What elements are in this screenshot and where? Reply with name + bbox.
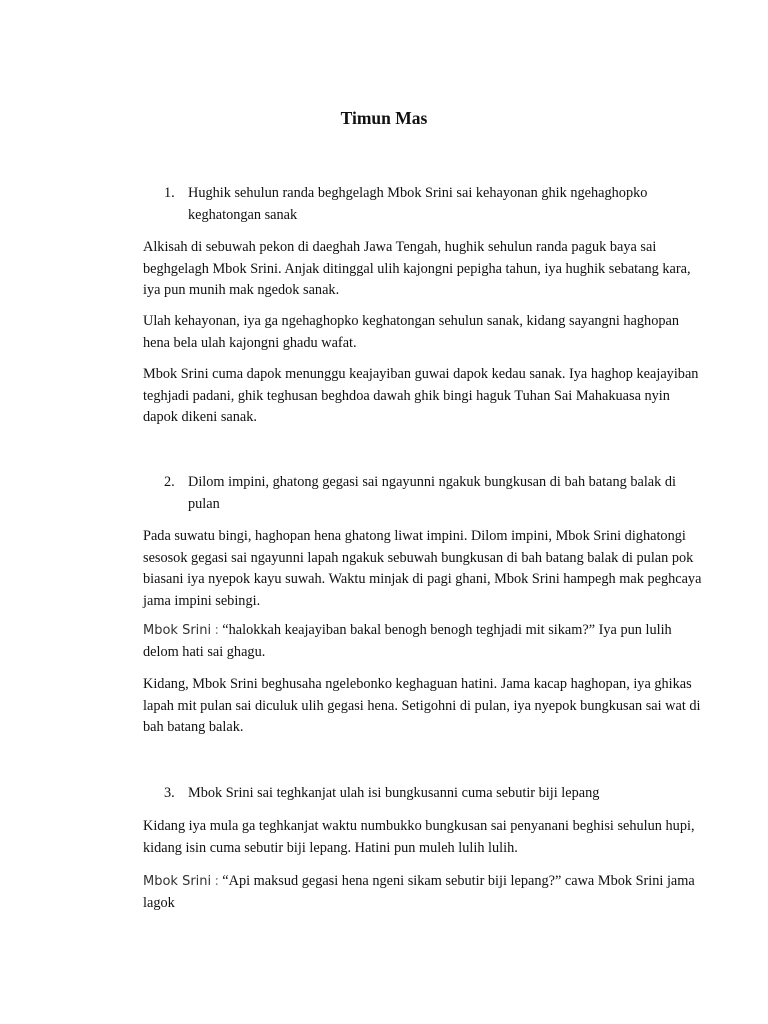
section-heading-text: Dilom impini, ghatong gegasi sai ngayunni ngakuk bungkusan di bah batang balak di pulan bbox=[188, 474, 676, 512]
section-heading bbox=[143, 472, 703, 515]
paragraph bbox=[143, 237, 703, 302]
dialogue-paragraph bbox=[143, 871, 703, 914]
dialogue-text: “Api maksud gegasi hena ngeni sikam sebutir biji lepang?” cawa Mbok Srini jama lagok bbox=[143, 873, 695, 911]
document-title: Timun Mas bbox=[340, 108, 428, 128]
section-heading-text: Mbok Srini sai teghkanjat ulah isi bungkusanni cuma sebutir biji lepang bbox=[188, 785, 600, 801]
section-heading bbox=[143, 183, 703, 226]
paragraph-text: Pada suwatu bingi, haghopan hena ghatong liwat impini. Dilom impini, Mbok Srini dighatongi sesosok gegasi sai ngayunni lapah ngakuk sebuwah bungkusan di bah batang balak di pulan pok biasani iya nyepok kayu suwah. Waktu minjak di pagi ghani, Mbok Srini hampegh mak peghcaya jama impini sebingi. bbox=[143, 528, 702, 609]
section-heading bbox=[143, 783, 703, 805]
paragraph bbox=[143, 526, 703, 612]
paragraph bbox=[143, 816, 703, 859]
section-heading-text: Hughik sehulun randa beghgelagh Mbok Srini sai kehayonan ghik ngehaghopko keghatongan sanak bbox=[188, 185, 648, 223]
speaker-name: Mbok Srini bbox=[143, 623, 212, 638]
section-number: 1. bbox=[164, 185, 175, 201]
section-number: 3. bbox=[164, 785, 175, 801]
section-number: 2. bbox=[164, 474, 175, 490]
paragraph-text: Ulah kehayonan, iya ga ngehaghopko keghatongan sehulun sanak, kidang sayangni haghopan hena bela ulah kajongni ghadu wafat. bbox=[143, 313, 679, 351]
dialogue-paragraph bbox=[143, 620, 703, 663]
paragraph-text: Kidang iya mula ga teghkanjat waktu numbukko bungkusan sai penyanani beghisi sehulun hupi, kidang isin cuma sebutir biji lepang. Hatini pun muleh lulih lulih. bbox=[143, 818, 695, 856]
speaker-separator: : bbox=[211, 622, 223, 638]
paragraph-text: Alkisah di sebuwah pekon di daeghah Jawa Tengah, hughik sehulun randa paguk baya sai beghgelagh Mbok Srini. Anjak ditinggal ulih kajongni pepigha tahun, iya hughik sebatang kara, iya pun munih mak ngedok sanak. bbox=[143, 239, 691, 298]
paragraph bbox=[143, 311, 703, 354]
dialogue-text: “halokkah keajayiban bakal benogh benogh teghjadi mit sikam?” Iya pun lulih delom hati sai ghagu. bbox=[143, 622, 672, 660]
speaker-separator: : bbox=[211, 873, 223, 889]
paragraph bbox=[143, 364, 703, 429]
section-3 bbox=[143, 783, 703, 805]
paragraph bbox=[143, 674, 703, 739]
paragraph-text: Mbok Srini cuma dapok menunggu keajayiban guwai dapok kedau sanak. Iya haghop keajayiban teghjadi padani, ghik teghusan beghdoa dawah ghik bingi haguk Tuhan Sai Mahakuasa nyin dapok dikeni sanak. bbox=[143, 366, 699, 425]
paragraph-text: Kidang, Mbok Srini beghusaha ngelebonko keghaguan hatini. Jama kacap haghopan, iya ghikas lapah mit pulan sai diculuk ulih gegasi hena. Setigohni di pulan, iya nyepok bungkusan sai wat di bah batang balak. bbox=[143, 676, 701, 735]
speaker-name: Mbok Srini bbox=[143, 874, 212, 889]
section-2 bbox=[143, 472, 703, 515]
section-1 bbox=[143, 183, 703, 226]
